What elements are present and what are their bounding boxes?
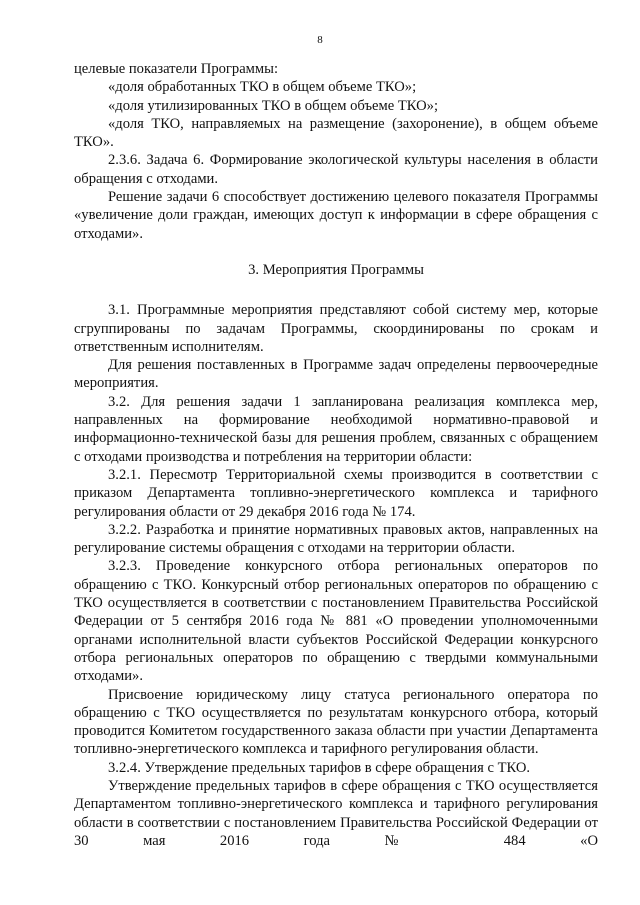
paragraph-indicator-landfill: «доля ТКО, направляемых на размещение (захоронение), в общем объеме ТКО». xyxy=(74,115,598,151)
paragraph-3-2-2: 3.2.2. Разработка и принятие нормативных правовых актов, направленных на регулирование системы обращения с отходами на территории области. xyxy=(74,521,598,557)
paragraph-priority-measures: Для решения поставленных в Программе задач определены первоочередные мероприятия. xyxy=(74,357,598,392)
page-number: 8 xyxy=(317,34,323,46)
section-heading: 3. Мероприятия Программы xyxy=(248,261,424,278)
paragraph-3-1: 3.1. Программные мероприятия представляют собой систему мер, которые сгруппированы по задачам Программы, скоординированы по срокам и ответственным исполнителям. xyxy=(74,302,598,355)
paragraph-tariffs: Утверждение предельных тарифов в сфере обращения с ТКО осуществляется Департаментом топливно-энергетического комплекса и тарифного регулирования области в соответствии с постановлением Правительства Российской Федерации от 30 мая 2016 года № 484 «О xyxy=(74,777,598,849)
paragraph-task-6-solution: Решение задачи 6 способствует достижению целевого показателя Программы «увеличение доли граждан, имеющих доступ к информации в сфере обращения с отходами». xyxy=(74,189,598,242)
paragraph-operator-status: Присвоение юридическому лицу статуса регионального оператора по обращению с ТКО осуществляется по результатам конкурсного отбора, который проводится Комитетом государственного заказа области при участии Департамента топливно-энергетического комплекса и тарифного регулирования области. xyxy=(74,686,598,758)
paragraph-3-2-1: 3.2.1. Пересмотр Территориальной схемы производится в соответствии с приказом Департамента топливно-энергетического комплекса и тарифного регулирования области от 29 декабря 2016 года № 174. xyxy=(74,466,598,520)
paragraph-intro: целевые показатели Программы: xyxy=(74,61,279,77)
document-body xyxy=(74,60,598,850)
paragraph-3-2-4: 3.2.4. Утверждение предельных тарифов в сфере обращения с ТКО. xyxy=(108,759,531,776)
paragraph-3-2-3: 3.2.3. Проведение конкурсного отбора региональных операторов по обращению с ТКО. Конкурсный отбор региональных операторов по обращению с ТКО осуществляется в соответствии с постановлением Правительства Российской Федерации от 5 сентября 2016 года № 881 «О проведении уполномоченными органами исполнительной власти субъектов Российской Федерации конкурсного отбора региональных операторов по обращению с твердыми коммунальными отходами». xyxy=(74,558,598,685)
paragraph-task-6: 2.3.6. Задача 6. Формирование экологической культуры населения в области обращения с отходами. xyxy=(74,152,598,187)
paragraph-indicator-processed: «доля обработанных ТКО в общем объеме ТКО»; xyxy=(108,79,417,96)
paragraph-indicator-utilized: «доля утилизированных ТКО в общем объеме ТКО»; xyxy=(108,97,439,114)
paragraph-3-2: 3.2. Для решения задачи 1 запланирована реализация комплекса мер, направленных на формирование необходимой нормативно-правовой и информационно-технической базы для решения проблем, связанных с обращением с отходами производства и потребления на территории области: xyxy=(74,393,598,465)
